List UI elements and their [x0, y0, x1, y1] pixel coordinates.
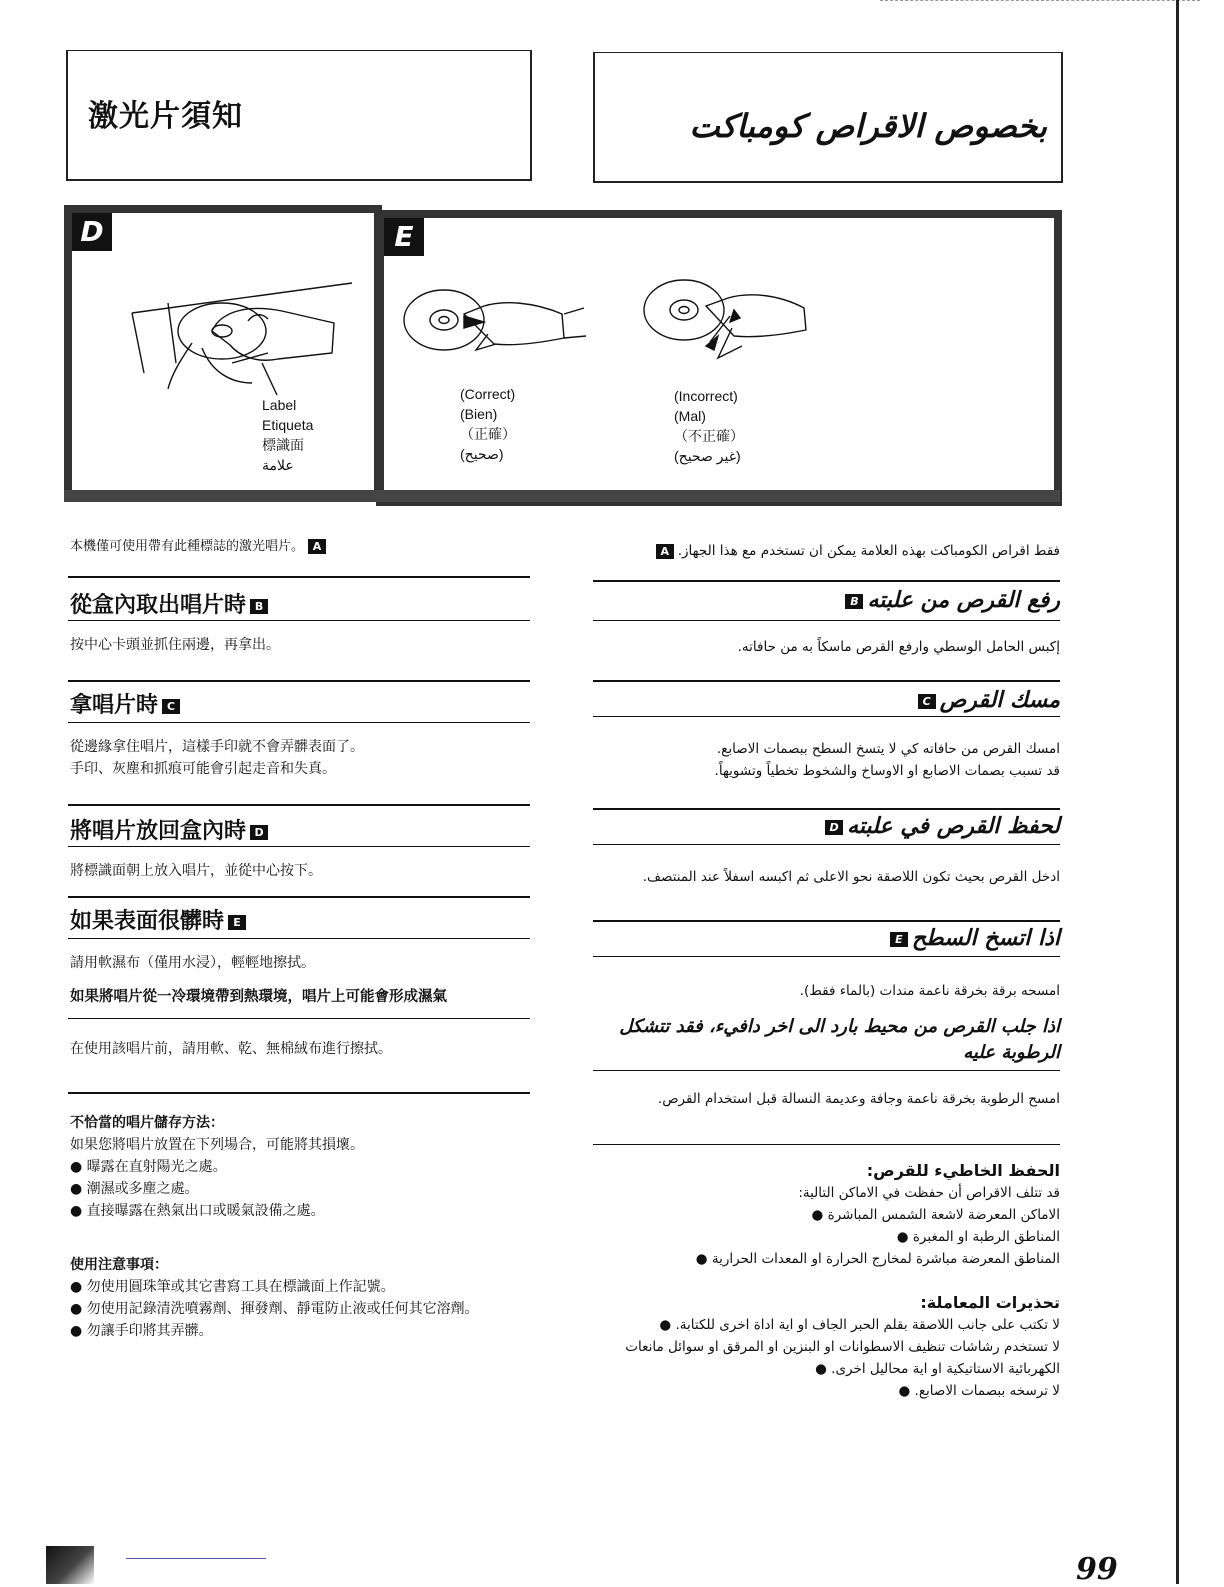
cn-section-heading	[70, 904, 250, 935]
list-item: لا ترسخه ببصمات الاصابع. ●	[590, 1380, 1060, 1402]
cn-caution-title: 使用注意事項：	[70, 1257, 168, 1273]
ar-section-heading	[914, 688, 1060, 713]
cn-intro-text: 本機僅可使用帶有此種標誌的激光唱片。	[70, 539, 305, 554]
cn-rule	[68, 620, 530, 621]
cn-caution-block	[70, 1254, 479, 1342]
list-item: ● 勿使用記錄清洗噴霧劑、揮發劑、靜電防止液或任何其它溶劑。	[70, 1298, 479, 1320]
list-item: ● 勿使用圓珠筆或其它書寫工具在標識面上作記號。	[70, 1276, 479, 1298]
cn-title-box	[66, 50, 532, 181]
figure-ref-icon: C	[918, 694, 936, 709]
list-item: ● 曝露在直射陽光之處。	[70, 1156, 364, 1178]
ar-rule	[593, 716, 1060, 717]
ar-s1-body: إكبس الحامل الوسطي وارفع القرص ماسكاً به من حافاته.	[737, 639, 1060, 655]
cn-page-title: 激光片須知	[88, 99, 243, 134]
figure-ref-icon: E	[228, 915, 246, 930]
cn-s2-body	[70, 736, 364, 780]
figure-e-panel	[376, 210, 1062, 506]
ar-s2-line1: امسك القرص من حافاته كي لا يتسخ السطح ببصمات الاصابع.	[716, 741, 1060, 757]
ar-caution-block	[590, 1292, 1060, 1402]
ar-storage-block	[590, 1160, 1060, 1270]
footer-line	[126, 1558, 266, 1559]
incorrect-es: (Mal)	[674, 408, 706, 424]
ar-s3-body: ادخل القرص بحيث تكون اللاصقة نحو الاعلى ثم اكبسه اسفلاً عند المنتصف.	[642, 869, 1060, 885]
ar-storage-title: الحفظ الخاطيء للقرص:	[866, 1161, 1060, 1180]
cn-rule	[68, 1018, 530, 1019]
ar-page-title: بخصوص الاقراص كومباكت	[689, 107, 1047, 145]
ar-s2-body	[715, 738, 1060, 782]
list-item: لا تكتب على جانب اللاصقة بقلم الحبر الجاف او اية اداة اخرى للكتابة. ●	[590, 1314, 1060, 1336]
figure-ref-icon: D	[250, 825, 268, 840]
cd-logo-icon: A	[656, 544, 674, 559]
ar-condensation-warning: اذا جلب القرص من محيط بارد الى اخر دافيء، فقد تتشكل الرطوبة عليه	[619, 1016, 1060, 1063]
correct-es: (Bien)	[460, 406, 498, 422]
ar-s4-body: امسحه برقة بخرقة ناعمة مندات (بالماء فقط).	[799, 983, 1060, 999]
top-edge-line	[880, 0, 1200, 3]
list-item: لا تستخدم رشاشات تنظيف الاسطوانات او البنزين او المرقق او سوائل مانعات الكهربائية الاستاتيكية او اية محاليل اخرى. ●	[590, 1336, 1060, 1380]
ar-rule	[593, 680, 1060, 682]
correct-cn: （正確）	[460, 426, 516, 442]
figure-d-panel	[64, 205, 382, 501]
ar-section-heading	[886, 926, 1060, 951]
cn-rule	[68, 576, 530, 578]
correct-ar: (صحيح)	[460, 446, 504, 462]
cn-section-heading	[70, 688, 184, 719]
ar-s4-title: اذا اتسخ السطح	[911, 926, 1060, 951]
ar-caution-title: تحذيرات المعاملة:	[920, 1293, 1060, 1312]
list-item: المناطق المعرضة مباشرة لمخارج الحرارة او المعدات الحرارية ●	[590, 1248, 1060, 1270]
page-number: 99	[1076, 1552, 1118, 1587]
ar-s4-after: امسح الرطوبة بخرقة ناعمة وجافة وعديمة النسالة قبل استخدام القرص.	[657, 1091, 1060, 1107]
cn-intro	[70, 536, 330, 558]
cn-condensation-warning: 如果將唱片從一冷環境帶到熱環境，唱片上可能會形成濕氣	[70, 989, 447, 1005]
cn-rule	[68, 804, 530, 806]
cn-rule	[68, 896, 530, 898]
cn-s2-line2: 手印、灰塵和抓痕可能會引起走音和失真。	[70, 761, 336, 777]
ar-intro	[652, 540, 1060, 562]
cn-s4-title: 如果表面很髒時	[70, 909, 225, 934]
ar-section-heading	[841, 588, 1060, 613]
ar-rule	[593, 808, 1060, 810]
label-callout	[262, 395, 313, 475]
page-corner-mark	[46, 1546, 94, 1584]
cd-logo-icon: A	[308, 539, 326, 554]
incorrect-callout	[674, 386, 744, 466]
cn-s2-line1: 從邊緣拿住唱片，這樣手印就不會弄髒表面了。	[70, 739, 364, 755]
ar-title-box	[593, 52, 1063, 183]
cn-rule	[68, 1092, 530, 1094]
list-item: الاماكن المعرضة لاشعة الشمس المباشرة ●	[590, 1204, 1060, 1226]
disc-case-illustration	[72, 213, 374, 493]
figure-ref-icon: C	[162, 699, 180, 714]
cn-s4-body: 請用軟濕布（僅用水浸），輕輕地擦拭。	[70, 955, 315, 971]
cn-storage-intro: 如果您將唱片放置在下列場合，可能將其損壞。	[70, 1137, 364, 1153]
page-edge-rule	[1176, 0, 1179, 1584]
figure-ref-icon: E	[890, 932, 908, 947]
cn-s3-title: 將唱片放回盒內時	[70, 819, 247, 844]
label-cn: 標識面	[262, 437, 304, 453]
ar-storage-list	[590, 1204, 1060, 1270]
cn-storage-title: 不恰當的唱片儲存方法：	[70, 1115, 224, 1131]
ar-s3-title: لحفظ القرص في علبته	[847, 814, 1060, 839]
cn-s2-title: 拿唱片時	[70, 693, 159, 718]
correct-en: (Correct)	[460, 386, 516, 402]
ar-rule	[593, 844, 1060, 845]
ar-section-heading	[821, 814, 1060, 839]
ar-rule	[593, 920, 1060, 922]
cn-section-heading	[70, 814, 272, 845]
cn-rule	[68, 722, 530, 723]
correct-callout	[460, 384, 516, 464]
figure-ref-icon: B	[250, 599, 268, 614]
ar-s1-title: رفع القرص من علبته	[867, 588, 1060, 613]
ar-s2-line2: قد تسبب بصمات الاصابع او الاوساخ والشخوط تخطياً وتشويهاً.	[714, 763, 1060, 779]
figure-ref-icon: D	[825, 820, 843, 835]
cn-caution-list	[70, 1276, 479, 1342]
ar-caution-list	[590, 1314, 1060, 1402]
cn-s3-body: 將標識面朝上放入唱片，並從中心按下。	[70, 863, 322, 879]
figure-d-tag: D	[72, 213, 112, 251]
figure-ref-icon: B	[845, 594, 863, 609]
figure-bottom-bar	[64, 490, 1060, 502]
ar-rule	[593, 956, 1060, 957]
cn-rule	[68, 846, 530, 847]
cn-storage-list	[70, 1156, 364, 1222]
label-en: Label	[262, 397, 297, 413]
incorrect-cn: （不正確）	[674, 428, 744, 444]
incorrect-en: (Incorrect)	[674, 388, 738, 404]
cn-rule	[68, 680, 530, 682]
list-item: ● 勿讓手印將其弄髒。	[70, 1320, 479, 1342]
list-item: ● 直接曝露在熱氣出口或暖氣設備之處。	[70, 1200, 364, 1222]
ar-rule	[593, 1070, 1060, 1071]
figure-e-tag: E	[384, 218, 424, 256]
cn-s1-body: 按中心卡頭並抓住兩邊，再拿出。	[70, 637, 280, 653]
list-item: ● 潮濕或多塵之處。	[70, 1178, 364, 1200]
cn-s1-title: 從盒內取出唱片時	[70, 593, 247, 618]
label-ar: علامة	[262, 457, 294, 473]
ar-rule	[593, 620, 1060, 621]
cn-section-heading	[70, 588, 272, 619]
label-es: Etiqueta	[262, 417, 314, 433]
ar-rule	[593, 580, 1060, 582]
ar-storage-intro: قد تتلف الاقراص أن حفظت في الاماكن التالية:	[798, 1185, 1060, 1201]
incorrect-ar: (غير صحيح)	[674, 448, 741, 464]
ar-rule	[593, 1144, 1060, 1145]
ar-s2-title: مسك القرص	[939, 688, 1060, 713]
cn-s4-after: 在使用該唱片前，請用軟、乾、無棉絨布進行擦拭。	[70, 1041, 392, 1057]
cn-storage-block	[70, 1112, 364, 1222]
ar-intro-text: فقط اقراص الكومباكت بهذه العلامة يمكن ان تستخدم مع هذا الجهاز.	[677, 543, 1060, 559]
list-item: المناطق الرطبة او المغبرة ●	[590, 1226, 1060, 1248]
cn-rule	[68, 938, 530, 939]
